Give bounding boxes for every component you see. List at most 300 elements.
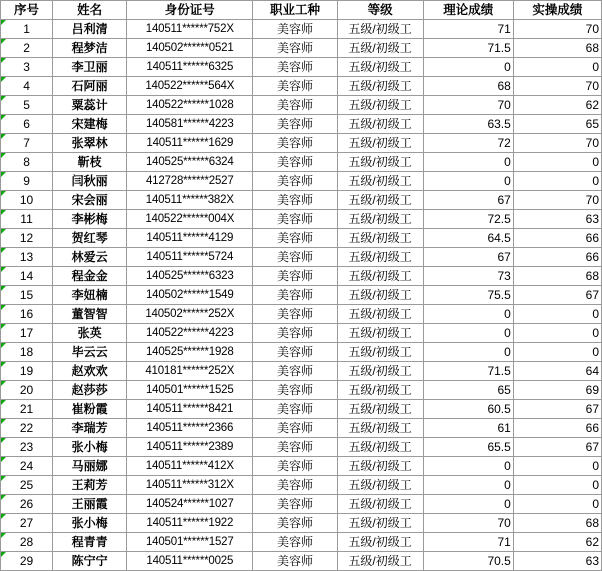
cell-index-text: 25 bbox=[19, 478, 34, 492]
cell-id-number[interactable]: 140525******6323 bbox=[127, 267, 253, 286]
cell-occupation[interactable]: 美容师 bbox=[253, 362, 337, 381]
table-row bbox=[1, 286, 602, 305]
cell-id-number[interactable]: 140511******4129 bbox=[127, 229, 253, 248]
cell-practice-score[interactable]: 70 bbox=[513, 191, 601, 210]
cell-theory-score[interactable]: 64.5 bbox=[423, 229, 513, 248]
cell-id-number[interactable]: 140511******6325 bbox=[127, 58, 253, 77]
cell-name-text: 王莉芳 bbox=[71, 478, 108, 492]
cell-id-number[interactable]: 140511******1922 bbox=[127, 514, 253, 533]
cell-theory-score[interactable]: 0 bbox=[423, 476, 513, 495]
cell-occupation[interactable]: 美容师 bbox=[253, 96, 337, 115]
cell-level[interactable]: 五级/初级工 bbox=[337, 20, 423, 39]
cell-name-text: 靳枝 bbox=[77, 155, 102, 169]
cell-index[interactable] bbox=[1, 191, 53, 210]
cell-practice-score[interactable]: 68 bbox=[513, 514, 601, 533]
cell-index[interactable] bbox=[1, 115, 53, 134]
cell-name[interactable] bbox=[53, 476, 127, 495]
cell-index-text: 26 bbox=[19, 497, 34, 511]
cell-index-text: 23 bbox=[19, 440, 34, 454]
cell-name-text: 赵欢欢 bbox=[71, 364, 108, 378]
cell-index[interactable] bbox=[1, 533, 53, 552]
cell-level[interactable]: 五级/初级工 bbox=[337, 267, 423, 286]
cell-occupation[interactable]: 美容师 bbox=[253, 172, 337, 191]
cell-practice-score[interactable]: 70 bbox=[513, 134, 601, 153]
cell-id-number[interactable]: 140511******412X bbox=[127, 457, 253, 476]
cell-practice-score[interactable]: 70 bbox=[513, 20, 601, 39]
cell-id-number[interactable]: 140522******1028 bbox=[127, 96, 253, 115]
cell-level[interactable]: 五级/初级工 bbox=[337, 286, 423, 305]
table-row bbox=[1, 495, 602, 514]
cell-id-number[interactable]: 140511******312X bbox=[127, 476, 253, 495]
table-row bbox=[1, 134, 602, 153]
cell-occupation[interactable]: 美容师 bbox=[253, 343, 337, 362]
cell-name[interactable] bbox=[53, 343, 127, 362]
cell-id-number[interactable]: 140511******5724 bbox=[127, 248, 253, 267]
cell-level[interactable]: 五级/初级工 bbox=[337, 58, 423, 77]
cell-name[interactable] bbox=[53, 514, 127, 533]
cell-practice-score[interactable]: 68 bbox=[513, 39, 601, 58]
cell-occupation[interactable]: 美容师 bbox=[253, 438, 337, 457]
cell-error-triangle-icon bbox=[1, 495, 6, 500]
cell-theory-score[interactable]: 71.5 bbox=[423, 362, 513, 381]
cell-index[interactable] bbox=[1, 77, 53, 96]
cell-index[interactable] bbox=[1, 457, 53, 476]
cell-occupation[interactable]: 美容师 bbox=[253, 514, 337, 533]
cell-error-triangle-icon bbox=[1, 457, 6, 462]
cell-name[interactable] bbox=[53, 457, 127, 476]
cell-level[interactable]: 五级/初级工 bbox=[337, 172, 423, 191]
cell-name-text: 马丽娜 bbox=[71, 459, 108, 473]
cell-level[interactable]: 五级/初级工 bbox=[337, 400, 423, 419]
cell-theory-score[interactable]: 0 bbox=[423, 172, 513, 191]
cell-id-number[interactable]: 140511******2389 bbox=[127, 438, 253, 457]
cell-name-text: 张翠林 bbox=[71, 136, 108, 150]
cell-occupation[interactable]: 美容师 bbox=[253, 533, 337, 552]
cell-occupation[interactable]: 美容师 bbox=[253, 457, 337, 476]
table-row bbox=[1, 362, 602, 381]
table-row bbox=[1, 77, 602, 96]
cell-id-number[interactable]: 140522******4223 bbox=[127, 324, 253, 343]
cell-index[interactable] bbox=[1, 286, 53, 305]
cell-occupation[interactable]: 美容师 bbox=[253, 229, 337, 248]
cell-name[interactable] bbox=[53, 495, 127, 514]
cell-name[interactable] bbox=[53, 229, 127, 248]
cell-occupation[interactable]: 美容师 bbox=[253, 39, 337, 58]
cell-name-text: 毕云云 bbox=[71, 345, 108, 359]
cell-id-number[interactable]: 140502******252X bbox=[127, 305, 253, 324]
cell-occupation[interactable]: 美容师 bbox=[253, 476, 337, 495]
cell-index-text: 8 bbox=[23, 155, 30, 169]
cell-theory-score[interactable]: 65 bbox=[423, 381, 513, 400]
cell-theory-score[interactable]: 0 bbox=[423, 343, 513, 362]
cell-name-text: 张英 bbox=[77, 326, 102, 340]
cell-index[interactable] bbox=[1, 96, 53, 115]
cell-practice-score[interactable]: 66 bbox=[513, 248, 601, 267]
cell-name-text: 崔粉霞 bbox=[71, 402, 108, 416]
cell-id-number[interactable]: 140502******0521 bbox=[127, 39, 253, 58]
cell-occupation[interactable]: 美容师 bbox=[253, 248, 337, 267]
cell-id-number[interactable]: 140522******564X bbox=[127, 77, 253, 96]
cell-index[interactable] bbox=[1, 362, 53, 381]
cell-level[interactable]: 五级/初级工 bbox=[337, 248, 423, 267]
cell-name[interactable] bbox=[53, 210, 127, 229]
cell-index[interactable] bbox=[1, 324, 53, 343]
cell-index[interactable] bbox=[1, 381, 53, 400]
cell-theory-score[interactable]: 71 bbox=[423, 20, 513, 39]
cell-level[interactable]: 五级/初级工 bbox=[337, 381, 423, 400]
cell-name[interactable] bbox=[53, 96, 127, 115]
cell-level[interactable]: 五级/初级工 bbox=[337, 552, 423, 571]
cell-index[interactable] bbox=[1, 267, 53, 286]
cell-id-number[interactable]: 140581******4223 bbox=[127, 115, 253, 134]
header-name: 姓名 bbox=[53, 1, 127, 20]
table-row bbox=[1, 419, 602, 438]
cell-index-text: 28 bbox=[19, 535, 34, 549]
cell-index[interactable] bbox=[1, 552, 53, 571]
cell-theory-score[interactable]: 0 bbox=[423, 495, 513, 514]
cell-index[interactable] bbox=[1, 153, 53, 172]
cell-level[interactable]: 五级/初级工 bbox=[337, 191, 423, 210]
cell-occupation[interactable]: 美容师 bbox=[253, 552, 337, 571]
table-row bbox=[1, 514, 602, 533]
cell-name[interactable] bbox=[53, 248, 127, 267]
cell-index[interactable] bbox=[1, 39, 53, 58]
cell-name-text: 林爱云 bbox=[71, 250, 108, 264]
cell-name[interactable] bbox=[53, 419, 127, 438]
cell-name[interactable] bbox=[53, 400, 127, 419]
cell-index-text: 2 bbox=[23, 41, 30, 55]
cell-occupation[interactable]: 美容师 bbox=[253, 324, 337, 343]
cell-name-text: 赵莎莎 bbox=[71, 383, 108, 397]
cell-index-text: 14 bbox=[19, 269, 34, 283]
cell-index[interactable] bbox=[1, 476, 53, 495]
cell-id-number[interactable]: 412728******2527 bbox=[127, 172, 253, 191]
cell-id-number[interactable]: 140524******1027 bbox=[127, 495, 253, 514]
cell-practice-score[interactable]: 63 bbox=[513, 552, 601, 571]
cell-theory-score[interactable]: 60.5 bbox=[423, 400, 513, 419]
cell-index[interactable] bbox=[1, 134, 53, 153]
cell-theory-score[interactable]: 0 bbox=[423, 153, 513, 172]
cell-id-number[interactable]: 140525******1928 bbox=[127, 343, 253, 362]
cell-occupation[interactable]: 美容师 bbox=[253, 20, 337, 39]
cell-name[interactable] bbox=[53, 286, 127, 305]
cell-id-number[interactable]: 140511******1629 bbox=[127, 134, 253, 153]
cell-index[interactable] bbox=[1, 400, 53, 419]
cell-index[interactable] bbox=[1, 58, 53, 77]
cell-index-text: 27 bbox=[19, 516, 34, 530]
cell-theory-score[interactable]: 0 bbox=[423, 324, 513, 343]
cell-theory-score[interactable]: 71 bbox=[423, 533, 513, 552]
cell-name[interactable] bbox=[53, 381, 127, 400]
cell-name-text: 陈宁宁 bbox=[71, 554, 108, 568]
cell-occupation[interactable]: 美容师 bbox=[253, 305, 337, 324]
table-row bbox=[1, 324, 602, 343]
cell-practice-score[interactable]: 0 bbox=[513, 305, 601, 324]
cell-practice-score[interactable]: 0 bbox=[513, 457, 601, 476]
cell-level[interactable]: 五级/初级工 bbox=[337, 96, 423, 115]
cell-level[interactable]: 五级/初级工 bbox=[337, 362, 423, 381]
cell-occupation[interactable]: 美容师 bbox=[253, 77, 337, 96]
cell-level[interactable]: 五级/初级工 bbox=[337, 305, 423, 324]
cell-theory-score[interactable]: 71.5 bbox=[423, 39, 513, 58]
cell-level[interactable]: 五级/初级工 bbox=[337, 229, 423, 248]
header-index: 序号 bbox=[1, 1, 53, 20]
cell-index-text: 7 bbox=[23, 136, 30, 150]
cell-name[interactable] bbox=[53, 77, 127, 96]
cell-index-text: 11 bbox=[20, 212, 33, 226]
cell-error-triangle-icon bbox=[1, 438, 6, 443]
table-row bbox=[1, 58, 602, 77]
cell-level[interactable]: 五级/初级工 bbox=[337, 457, 423, 476]
cell-name[interactable] bbox=[53, 39, 127, 58]
cell-theory-score[interactable]: 67 bbox=[423, 248, 513, 267]
cell-name[interactable] bbox=[53, 267, 127, 286]
cell-level[interactable]: 五级/初级工 bbox=[337, 419, 423, 438]
cell-index[interactable] bbox=[1, 172, 53, 191]
cell-name[interactable] bbox=[53, 552, 127, 571]
cell-practice-score[interactable]: 0 bbox=[513, 343, 601, 362]
cell-error-triangle-icon bbox=[1, 343, 6, 348]
table-row bbox=[1, 39, 602, 58]
cell-id-number[interactable]: 140511******382X bbox=[127, 191, 253, 210]
cell-practice-score[interactable]: 63 bbox=[513, 210, 601, 229]
cell-name[interactable] bbox=[53, 191, 127, 210]
cell-error-triangle-icon bbox=[1, 324, 6, 329]
table-row bbox=[1, 267, 602, 286]
cell-level[interactable]: 五级/初级工 bbox=[337, 134, 423, 153]
cell-name-text: 粟蕊计 bbox=[71, 98, 108, 112]
table-row bbox=[1, 305, 602, 324]
cell-occupation[interactable]: 美容师 bbox=[253, 115, 337, 134]
cell-occupation[interactable]: 美容师 bbox=[253, 419, 337, 438]
cell-name[interactable] bbox=[53, 134, 127, 153]
cell-practice-score[interactable]: 69 bbox=[513, 381, 601, 400]
cell-id-number[interactable]: 410181******252X bbox=[127, 362, 253, 381]
cell-practice-score[interactable]: 0 bbox=[513, 495, 601, 514]
cell-name-text: 宋会丽 bbox=[71, 193, 108, 207]
cell-name[interactable] bbox=[53, 172, 127, 191]
cell-error-triangle-icon bbox=[1, 134, 6, 139]
cell-level[interactable]: 五级/初级工 bbox=[337, 39, 423, 58]
cell-theory-score[interactable]: 68 bbox=[423, 77, 513, 96]
cell-error-triangle-icon bbox=[1, 476, 6, 481]
cell-index-text: 1 bbox=[23, 22, 30, 36]
cell-practice-score[interactable]: 0 bbox=[513, 324, 601, 343]
cell-name-text: 吕利清 bbox=[71, 22, 108, 36]
cell-practice-score[interactable]: 62 bbox=[513, 533, 601, 552]
cell-level[interactable]: 五级/初级工 bbox=[337, 533, 423, 552]
cell-level[interactable]: 五级/初级工 bbox=[337, 495, 423, 514]
cell-occupation[interactable]: 美容师 bbox=[253, 381, 337, 400]
header-occupation: 职业工种 bbox=[253, 1, 337, 20]
cell-id-number[interactable]: 140501******1527 bbox=[127, 533, 253, 552]
cell-index-text: 6 bbox=[23, 117, 30, 131]
cell-name[interactable] bbox=[53, 153, 127, 172]
cell-index[interactable] bbox=[1, 229, 53, 248]
table-row bbox=[1, 153, 602, 172]
cell-index-text: 17 bbox=[19, 326, 34, 340]
cell-practice-score[interactable]: 0 bbox=[513, 58, 601, 77]
table-row bbox=[1, 400, 602, 419]
cell-id-number[interactable]: 140501******1525 bbox=[127, 381, 253, 400]
cell-level[interactable]: 五级/初级工 bbox=[337, 514, 423, 533]
cell-id-number[interactable]: 140525******6324 bbox=[127, 153, 253, 172]
cell-index-text: 18 bbox=[19, 345, 34, 359]
cell-theory-score[interactable]: 70 bbox=[423, 96, 513, 115]
cell-name[interactable] bbox=[53, 362, 127, 381]
cell-practice-score[interactable]: 70 bbox=[513, 77, 601, 96]
cell-theory-score[interactable]: 72 bbox=[423, 134, 513, 153]
cell-error-triangle-icon bbox=[1, 514, 6, 519]
cell-level[interactable]: 五级/初级工 bbox=[337, 153, 423, 172]
table-row bbox=[1, 248, 602, 267]
cell-index[interactable] bbox=[1, 343, 53, 362]
cell-theory-score[interactable]: 73 bbox=[423, 267, 513, 286]
cell-theory-score[interactable]: 61 bbox=[423, 419, 513, 438]
cell-index-text: 29 bbox=[19, 554, 34, 568]
cell-occupation[interactable]: 美容师 bbox=[253, 267, 337, 286]
cell-occupation[interactable]: 美容师 bbox=[253, 495, 337, 514]
cell-name[interactable] bbox=[53, 324, 127, 343]
cell-practice-score[interactable]: 67 bbox=[513, 400, 601, 419]
cell-practice-score[interactable]: 66 bbox=[513, 229, 601, 248]
cell-practice-score[interactable]: 0 bbox=[513, 476, 601, 495]
cell-practice-score[interactable]: 0 bbox=[513, 172, 601, 191]
cell-name-text: 贺红琴 bbox=[71, 231, 108, 245]
cell-index[interactable] bbox=[1, 438, 53, 457]
cell-error-triangle-icon bbox=[1, 77, 6, 82]
cell-practice-score[interactable]: 64 bbox=[513, 362, 601, 381]
cell-practice-score[interactable]: 68 bbox=[513, 267, 601, 286]
cell-index-text: 9 bbox=[23, 174, 30, 188]
cell-occupation[interactable]: 美容师 bbox=[253, 58, 337, 77]
cell-name-text: 王丽霞 bbox=[71, 497, 108, 511]
cell-practice-score[interactable]: 66 bbox=[513, 419, 601, 438]
cell-name-text: 宋建梅 bbox=[71, 117, 108, 131]
table-row bbox=[1, 20, 602, 39]
table-row bbox=[1, 191, 602, 210]
table-row bbox=[1, 343, 602, 362]
cell-index-text: 16 bbox=[19, 307, 34, 321]
cell-occupation[interactable]: 美容师 bbox=[253, 400, 337, 419]
table-row bbox=[1, 115, 602, 134]
cell-index[interactable] bbox=[1, 419, 53, 438]
cell-id-number[interactable]: 140511******0025 bbox=[127, 552, 253, 571]
cell-name-text: 李瑞芳 bbox=[71, 421, 108, 435]
cell-theory-score[interactable]: 67 bbox=[423, 191, 513, 210]
cell-name[interactable] bbox=[53, 20, 127, 39]
cell-theory-score[interactable]: 70.5 bbox=[423, 552, 513, 571]
cell-id-number[interactable]: 140511******752X bbox=[127, 20, 253, 39]
cell-error-triangle-icon bbox=[1, 400, 6, 405]
cell-index[interactable] bbox=[1, 495, 53, 514]
cell-level[interactable]: 五级/初级工 bbox=[337, 343, 423, 362]
cell-theory-score[interactable]: 75.5 bbox=[423, 286, 513, 305]
header-practice-score: 实操成绩 bbox=[513, 1, 601, 20]
cell-name[interactable] bbox=[53, 305, 127, 324]
cell-id-number[interactable]: 140511******2366 bbox=[127, 419, 253, 438]
cell-theory-score[interactable]: 0 bbox=[423, 58, 513, 77]
cell-error-triangle-icon bbox=[1, 248, 6, 253]
cell-theory-score[interactable]: 72.5 bbox=[423, 210, 513, 229]
cell-error-triangle-icon bbox=[1, 362, 6, 367]
cell-practice-score[interactable]: 67 bbox=[513, 286, 601, 305]
table-body bbox=[1, 20, 602, 571]
cell-index-text: 12 bbox=[19, 231, 34, 245]
cell-occupation[interactable]: 美容师 bbox=[253, 134, 337, 153]
cell-index[interactable] bbox=[1, 305, 53, 324]
cell-theory-score[interactable]: 65.5 bbox=[423, 438, 513, 457]
cell-practice-score[interactable]: 65 bbox=[513, 115, 601, 134]
cell-level[interactable]: 五级/初级工 bbox=[337, 476, 423, 495]
cell-name-text: 张小梅 bbox=[71, 516, 108, 530]
cell-index[interactable] bbox=[1, 514, 53, 533]
cell-occupation[interactable]: 美容师 bbox=[253, 191, 337, 210]
cell-theory-score[interactable]: 63.5 bbox=[423, 115, 513, 134]
cell-error-triangle-icon bbox=[1, 229, 6, 234]
cell-theory-score[interactable]: 0 bbox=[423, 457, 513, 476]
cell-error-triangle-icon bbox=[1, 267, 6, 272]
cell-error-triangle-icon bbox=[1, 286, 6, 291]
table-row bbox=[1, 210, 602, 229]
cell-index-text: 5 bbox=[23, 98, 30, 112]
cell-theory-score[interactable]: 70 bbox=[423, 514, 513, 533]
cell-level[interactable]: 五级/初级工 bbox=[337, 210, 423, 229]
cell-occupation[interactable]: 美容师 bbox=[253, 210, 337, 229]
cell-name[interactable] bbox=[53, 533, 127, 552]
cell-name-text: 李卫丽 bbox=[71, 60, 108, 74]
cell-index[interactable] bbox=[1, 210, 53, 229]
cell-error-triangle-icon bbox=[1, 172, 6, 177]
cell-practice-score[interactable]: 0 bbox=[513, 153, 601, 172]
cell-error-triangle-icon bbox=[1, 115, 6, 120]
cell-id-number[interactable]: 140502******1549 bbox=[127, 286, 253, 305]
cell-level[interactable]: 五级/初级工 bbox=[337, 115, 423, 134]
table-row bbox=[1, 476, 602, 495]
cell-level[interactable]: 五级/初级工 bbox=[337, 438, 423, 457]
cell-name-text: 李妞楠 bbox=[71, 288, 108, 302]
cell-occupation[interactable]: 美容师 bbox=[253, 286, 337, 305]
cell-id-number[interactable]: 140522******004X bbox=[127, 210, 253, 229]
cell-practice-score[interactable]: 67 bbox=[513, 438, 601, 457]
cell-name-text: 程青青 bbox=[71, 535, 108, 549]
cell-level[interactable]: 五级/初级工 bbox=[337, 324, 423, 343]
cell-occupation[interactable]: 美容师 bbox=[253, 153, 337, 172]
cell-index[interactable] bbox=[1, 20, 53, 39]
table-row bbox=[1, 457, 602, 476]
cell-index-text: 22 bbox=[19, 421, 34, 435]
cell-practice-score[interactable]: 62 bbox=[513, 96, 601, 115]
cell-id-number[interactable]: 140511******8421 bbox=[127, 400, 253, 419]
cell-name[interactable] bbox=[53, 438, 127, 457]
cell-index-text: 10 bbox=[19, 193, 34, 207]
header-level: 等级 bbox=[337, 1, 423, 20]
header-theory-score: 理论成绩 bbox=[423, 1, 513, 20]
cell-name-text: 董智智 bbox=[71, 307, 108, 321]
cell-name[interactable] bbox=[53, 58, 127, 77]
cell-name-text: 石阿丽 bbox=[71, 79, 108, 93]
cell-error-triangle-icon bbox=[1, 381, 6, 386]
table-row bbox=[1, 438, 602, 457]
cell-index-text: 13 bbox=[19, 250, 34, 264]
cell-index[interactable] bbox=[1, 248, 53, 267]
cell-theory-score[interactable]: 0 bbox=[423, 305, 513, 324]
cell-error-triangle-icon bbox=[1, 305, 6, 310]
cell-index-text: 3 bbox=[23, 60, 30, 74]
cell-name[interactable] bbox=[53, 115, 127, 134]
cell-level[interactable]: 五级/初级工 bbox=[337, 77, 423, 96]
cell-error-triangle-icon bbox=[1, 419, 6, 424]
